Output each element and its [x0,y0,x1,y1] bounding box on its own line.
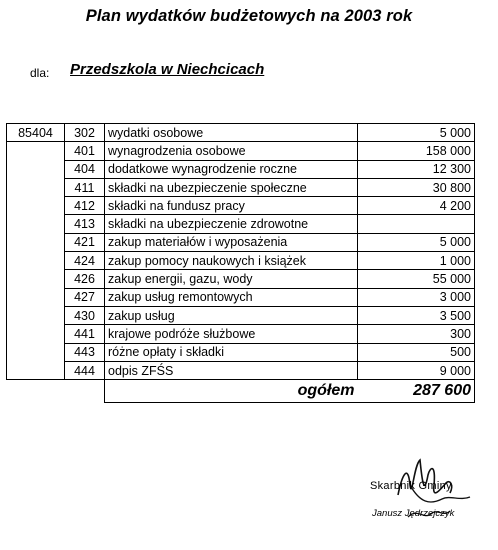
amount-cell: 3 500 [358,306,475,324]
table-row [7,233,475,251]
description-cell: wynagrodzenia osobowe [105,142,358,160]
description-cell: dodatkowe wynagrodzenie roczne [105,160,358,178]
description-cell: składki na ubezpieczenie społeczne [105,178,358,196]
amount-cell: 30 800 [358,178,475,196]
section-cell [7,160,65,178]
document-title: Plan wydatków budżetowych na 2003 rok [85,7,413,25]
total-label: ogółem [105,380,358,403]
description-cell: zakup pomocy naukowych i książek [105,252,358,270]
amount-cell: 5 000 [358,124,475,142]
section-cell [7,288,65,306]
amount-cell: 500 [358,343,475,361]
code-cell: 430 [65,306,105,324]
handwritten-signature [350,455,495,545]
table-row [7,197,475,215]
section-cell [7,361,65,379]
amount-cell: 158 000 [358,142,475,160]
total-row [7,380,475,403]
code-cell: 404 [65,160,105,178]
section-cell [7,197,65,215]
code-cell: 421 [65,233,105,251]
code-cell: 443 [65,343,105,361]
amount-cell [358,215,475,233]
amount-cell: 12 300 [358,160,475,178]
budget-table [6,123,475,403]
section-cell [7,142,65,160]
amount-cell: 3 000 [358,288,475,306]
table-row [7,142,475,160]
description-cell: zakup energii, gazu, wody [105,270,358,288]
description-cell: zakup usług remontowych [105,288,358,306]
table-row [7,252,475,270]
table-row [7,343,475,361]
section-cell: 85404 [7,124,65,142]
description-cell: składki na fundusz pracy [105,197,358,215]
description-cell: odpis ZFŚS [105,361,358,379]
code-cell: 441 [65,325,105,343]
table-row [7,215,475,233]
section-cell [7,325,65,343]
code-cell: 401 [65,142,105,160]
code-cell: 424 [65,252,105,270]
code-cell: 427 [65,288,105,306]
amount-cell: 300 [358,325,475,343]
total-value: 287 600 [358,380,475,403]
table-row [7,178,475,196]
table-row [7,361,475,379]
empty-cell [7,380,65,403]
stamp-title: Skarbnik Gminy [370,480,452,492]
institution-name: Przedszkola w Niechcicach [70,61,265,78]
section-cell [7,233,65,251]
section-cell [7,178,65,196]
amount-cell: 55 000 [358,270,475,288]
section-cell [7,252,65,270]
code-cell: 426 [65,270,105,288]
empty-cell [65,380,105,403]
signature-block [350,455,495,545]
table-row [7,270,475,288]
section-cell [7,270,65,288]
amount-cell: 9 000 [358,361,475,379]
description-cell: wydatki osobowe [105,124,358,142]
amount-cell: 4 200 [358,197,475,215]
section-cell [7,215,65,233]
code-cell: 412 [65,197,105,215]
for-label: dla: [30,66,50,80]
code-cell: 302 [65,124,105,142]
description-cell: krajowe podróże służbowe [105,325,358,343]
stamp-name: Janusz Jędrzejczyk [372,508,455,519]
description-cell: składki na ubezpieczenie zdrowotne [105,215,358,233]
table-row [7,325,475,343]
description-cell: zakup materiałów i wyposażenia [105,233,358,251]
description-cell: zakup usług [105,306,358,324]
code-cell: 444 [65,361,105,379]
table-row [7,306,475,324]
budget-table-body [7,124,475,403]
table-row [7,160,475,178]
section-cell [7,306,65,324]
description-cell: różne opłaty i składki [105,343,358,361]
section-cell [7,343,65,361]
table-row [7,124,475,142]
code-cell: 411 [65,178,105,196]
amount-cell: 5 000 [358,233,475,251]
code-cell: 413 [65,215,105,233]
amount-cell: 1 000 [358,252,475,270]
table-row [7,288,475,306]
